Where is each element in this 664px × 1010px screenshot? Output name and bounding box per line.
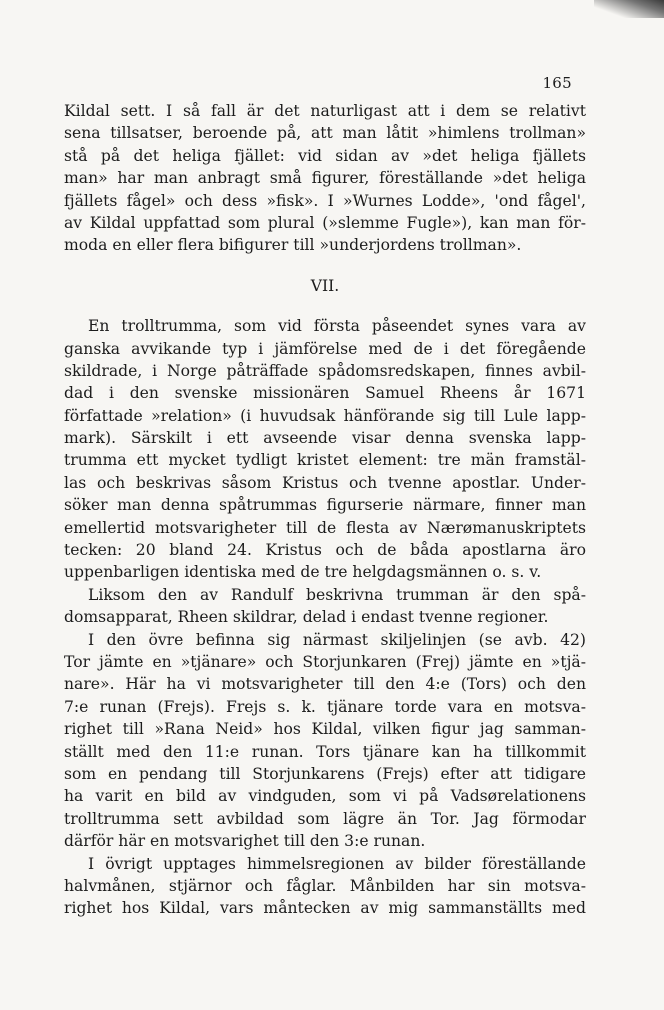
text-line: I den övre befinna sig närmast skiljelinjen (se avb. 42): [88, 630, 586, 649]
text-line: mark). Särskilt i ett avseende visar denna svenska lapp-: [64, 429, 586, 448]
text-line: Kildal sett. I så fall är det naturligast att i dem se relativt: [64, 102, 586, 120]
text-line: 7:e runan (Frejs). Frejs s. k. tjänare torde vara en motsva-: [64, 697, 586, 716]
paragraph: [64, 315, 586, 584]
paragraph: [64, 629, 586, 853]
text-line: En trolltrumma, som vid första påseendet synes vara av: [88, 317, 586, 336]
paragraph: [64, 584, 586, 629]
text-line: ha varit en bild av vindguden, som vi på Vadsørelationens: [64, 787, 586, 806]
paragraph: [64, 100, 586, 257]
text-line: därför här en motsvarighet till den 3:e runan.: [64, 832, 426, 851]
text-line: man» har man anbragt små figurer, föreställande »det heliga: [64, 169, 586, 188]
text-line: av Kildal uppfattad som plural (»slemme Fugle»), kan man för-: [64, 213, 586, 232]
text-line: fjällets fågel» och dess »fisk». I »Wurnes Lodde», 'ond fågel',: [64, 191, 586, 210]
text-line: tecken: 20 bland 24. Kristus och de båda apostlarna äro: [64, 541, 586, 560]
text-line: ställt med den 11:e runan. Tors tjänare kan ha tillkommit: [64, 742, 586, 761]
text-line: uppenbarligen identiska med de tre helgdagsmännen o. s. v.: [64, 563, 542, 582]
text-line: författade »relation» (i huvudsak hänförande sig till Lule lapp-: [64, 406, 586, 425]
text-line: halvmånen, stjärnor och fåglar. Månbilden har sin motsva-: [64, 876, 586, 895]
text-line: stå på det heliga fjället: vid sidan av »det heliga fjällets: [64, 146, 586, 165]
page-number: 165: [542, 74, 572, 92]
text-line: trolltrumma sett avbildad som lägre än Tor. Jag förmodar: [64, 809, 586, 828]
text-line: emellertid motsvarigheter till de flesta av Nærømanuskriptets: [64, 518, 586, 537]
text-line: domsapparat, Rheen skildrar, delad i endast tvenne regioner.: [64, 608, 549, 627]
text-line: moda en eller flera bifigurer till »underjordens trollman».: [64, 236, 522, 255]
text-line: I övrigt upptages himmelsregionen av bilder föreställande: [88, 854, 586, 873]
text-line: las och beskrivas såsom Kristus och tvenne apostlar. Under-: [64, 473, 586, 492]
section-heading: VII.: [310, 276, 340, 295]
text-line: trumma ett mycket tydligt kristet element: tre män framstäl-: [64, 451, 586, 470]
text-line: ganska avvikande typ i jämförelse med de i det föregående: [64, 339, 586, 358]
text-line: som en pendang till Storjunkarens (Frejs) efter att tidigare: [64, 764, 586, 783]
body-text: [64, 100, 586, 920]
text-line: söker man denna spåtrummas figurserie närmare, finner man: [64, 496, 586, 515]
text-line: sena tillsatser, beroende på, att man låtit »himlens trollman»: [64, 124, 586, 143]
text-line: Tor jämte en »tjänare» och Storjunkaren (Frej) jämte en »tjä-: [64, 652, 586, 671]
text-line: nare». Här ha vi motsvarigheter till den 4:e (Tors) och den: [64, 675, 586, 694]
scan-edge-shadow: [594, 0, 664, 18]
paragraph: [64, 853, 586, 920]
text-line: righet till »Rana Neid» hos Kildal, vilken figur jag samman-: [64, 720, 586, 739]
text-line: skildrade, i Norge påträffade spådomsredskapen, finnes avbil-: [64, 361, 586, 380]
text-line: Liksom den av Randulf beskrivna trumman är den spå-: [88, 585, 586, 604]
text-line: righet hos Kildal, vars måntecken av mig sammanställts med: [64, 899, 586, 918]
text-line: dad i den svenske missionären Samuel Rheens år 1671: [64, 384, 586, 403]
